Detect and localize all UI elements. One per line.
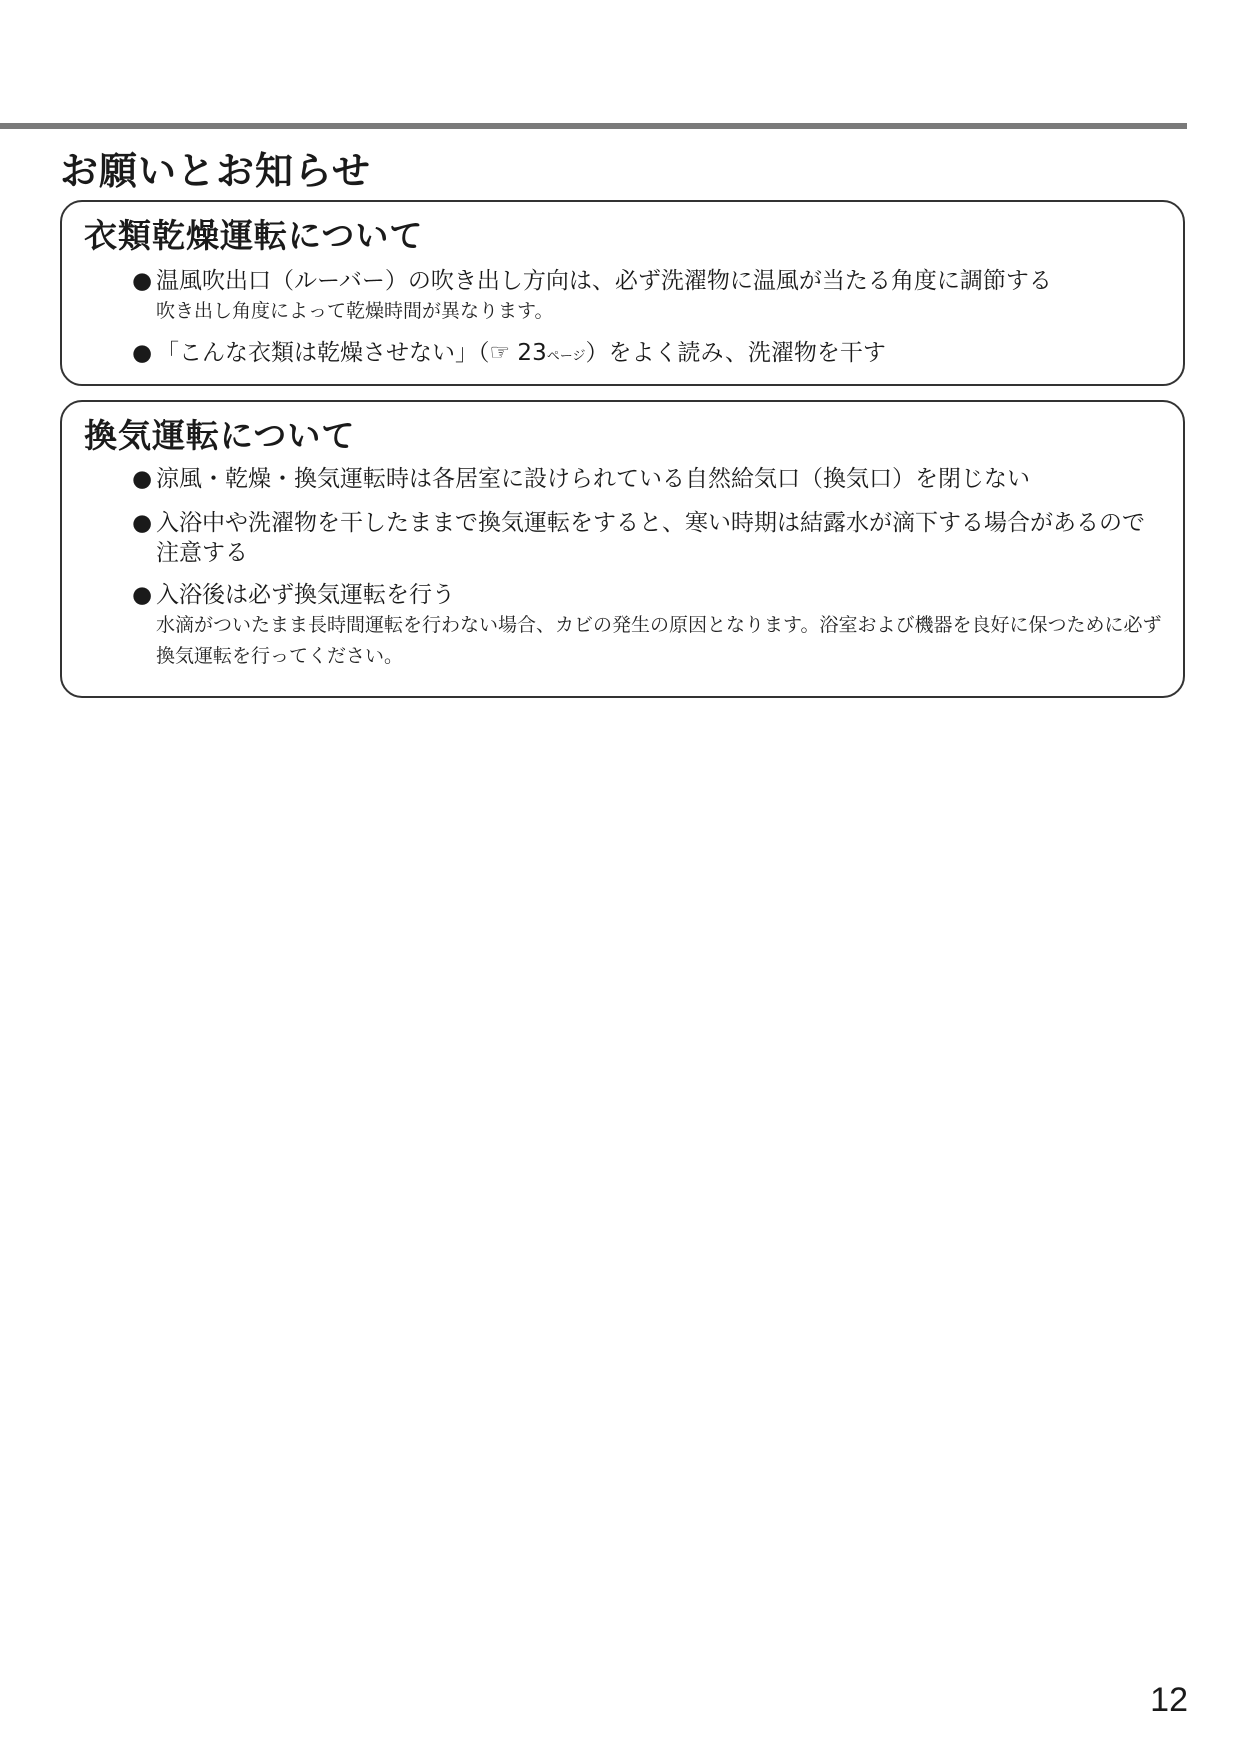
bullet: ● bbox=[132, 582, 153, 608]
bullet: ● bbox=[132, 466, 153, 492]
item-text: 涼風・乾燥・換気運転時は各居室に設けられている自然給気口（換気口）を閉じない bbox=[156, 466, 1030, 492]
page-suffix: ページ bbox=[546, 349, 586, 364]
section-clothes-drying bbox=[60, 200, 1185, 386]
item-text-before: 「こんな衣類は乾燥させない」（☞ 23 bbox=[156, 340, 547, 366]
item-text bbox=[156, 338, 1163, 372]
bullet: ● bbox=[132, 340, 153, 366]
item-text: 温風吹出口（ルーバー）の吹き出し方向は、必ず洗濯物に温風が当たる角度に調節する bbox=[156, 268, 1052, 294]
top-rule bbox=[0, 123, 1187, 129]
item-text: 入浴中や洗濯物を干したままで換気運転をすると、寒い時期は結露水が滴下する場合があるので注意する bbox=[156, 510, 1145, 566]
list-item bbox=[132, 508, 1163, 568]
section-heading: 換気運転について bbox=[84, 416, 356, 455]
item-text-after: ）をよく読み、洗濯物を干す bbox=[585, 340, 886, 366]
list-item bbox=[132, 266, 1163, 327]
page-number: 12 bbox=[1150, 1681, 1188, 1719]
page-title: お願いとお知らせ bbox=[60, 149, 371, 193]
list-item bbox=[132, 580, 1163, 672]
item-text: 入浴後は必ず換気運転を行う bbox=[156, 582, 455, 608]
list-item bbox=[132, 464, 1163, 494]
section-heading: 衣類乾燥運転について bbox=[84, 216, 424, 255]
bullet: ● bbox=[132, 268, 153, 294]
section-ventilation bbox=[60, 400, 1185, 698]
item-note: 吹き出し角度によって乾燥時間が異なります。 bbox=[156, 300, 554, 322]
list-item bbox=[132, 338, 1163, 372]
item-note: 水滴がついたまま長時間運転を行わない場合、カビの発生の原因となります。浴室および機器を良好に保つために必ず換気運転を行ってください。 bbox=[156, 614, 1162, 667]
bullet: ● bbox=[132, 510, 153, 536]
